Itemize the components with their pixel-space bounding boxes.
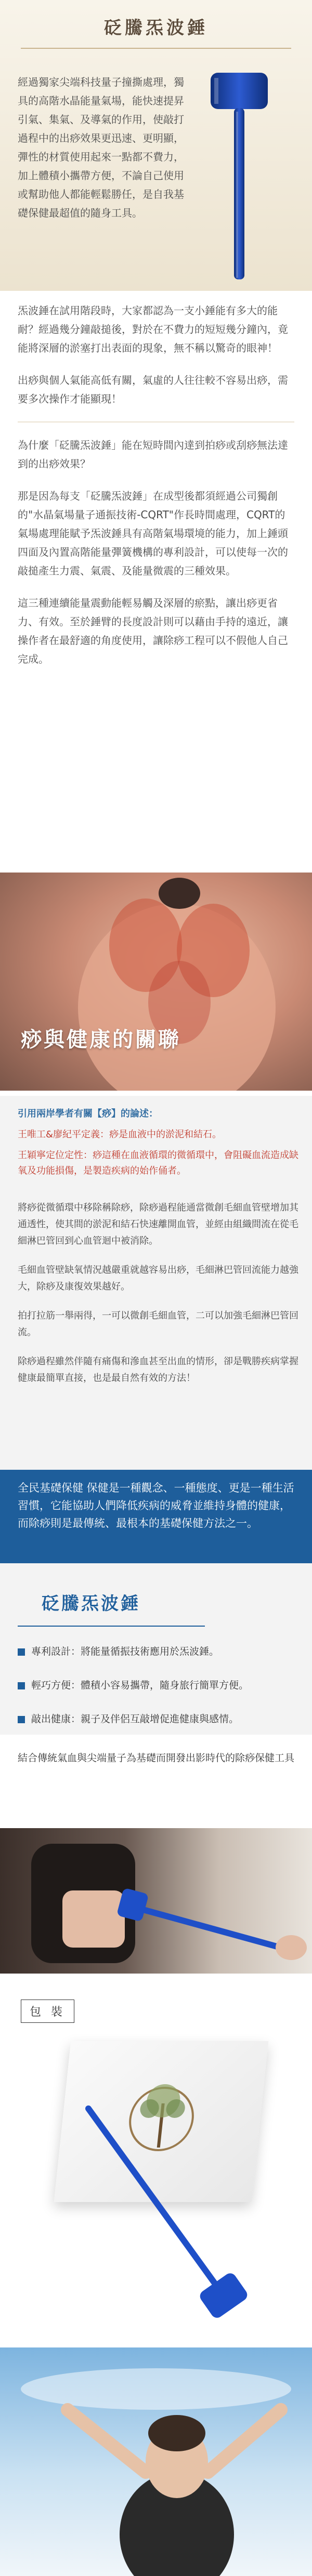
hammer-icon — [182, 68, 296, 286]
back-caption: 痧與健康的關聯 — [21, 1028, 181, 1052]
usage-photo — [0, 1828, 312, 1974]
lifestyle-illustration — [0, 2347, 312, 2576]
quote-line-2: 王穎寧定位定性：痧這種在血液循環的微循環中，會阻礙血流造成缺氧及功能損傷，是製造疾病的始作俑者。 — [18, 1150, 298, 1176]
intro-p5: 那是因為每支「砭騰炁波錘」在成型後都須經過公司獨創的"水晶氣場量子通振技術-CQRT"作長時間處理，CQRT的氣場處理能賦予炁波錘具有高階氣場環境的能力，加上錘頭四面及內置高階能量彈簧機構的專利設計，可以使每一次的敲搥產生力震、氣震、及能量微震的三種效果。 — [18, 490, 288, 577]
package-label: 包 裝 — [21, 2000, 74, 2023]
feature-item: 專利設計：將能量循振技術應用於炁波錘。 — [18, 1644, 298, 1659]
product-note: 結合傳統氣血與尖端量子為基礎而開發出影時代的除痧保健工具 — [18, 1752, 295, 1764]
quote-p3: 拍打拉筋一舉兩得，一可以微創毛細血管，二可以加強毛細淋巴管回流。 — [18, 1310, 298, 1338]
quote-p2: 毛細血管壁缺氧情況越嚴重就越容易出痧，毛細淋巴管回流能力越強大，除痧及康復效果越好。 — [18, 1265, 298, 1292]
intro-p1: 經過獨家尖端科技量子撞撕處理，獨具的高階水晶能量氣場，能快速提昇引氣、集氣、及導氣的作用，使敲打過程中的出痧效果更迅速、更明顯，彈性的材質使用起來一點都不費力，加上體積小攜帶方便，不論自己使用或幫助他人都能輕鬆勝任，是自我基礎保健最超值的隨身工具。 — [18, 76, 184, 219]
quote-title: 引用兩岸學者有關【痧】的論述： — [18, 1108, 158, 1119]
bullet-square-icon — [18, 1716, 25, 1723]
intro-p6: 這三種連續能量震動能輕易觸及深層的瘀點，讓出痧更省力、有效。至於錘臂的長度設計則可以藉由手持的遠近，讓操作者在最舒適的角度使用，讓除痧工程可以不假他人自己完成。 — [18, 597, 288, 665]
intro-text-2 — [18, 301, 288, 682]
feature-item: 敲出健康：親子及伴侶互敲增促進健康與感情。 — [18, 1711, 298, 1727]
back-photo — [0, 873, 312, 1091]
bullet-square-icon — [18, 1682, 25, 1689]
feature-item: 輕巧方便：體積小容易攜帶，隨身旅行簡單方便。 — [18, 1678, 298, 1693]
quote-section — [0, 1096, 312, 1735]
quote-p4: 除痧過程雖然伴隨有痛傷和滲血甚至出血的情形，卻是戰勝疾病掌握健康最簡單直接，也是最自然有效的方法！ — [18, 1356, 298, 1384]
hero-title: 砭騰炁波錘 — [104, 18, 208, 38]
intro-text — [18, 73, 184, 236]
product-divider — [18, 1626, 205, 1627]
lifestyle-photo — [0, 2347, 312, 2576]
quote-p1: 將痧從微循環中移除稱除痧，除痧過程能通當微創毛細血管壁增加其通透性，使其間的淤泥和結石快速離開血管，並經由組織間流在從毛細淋巴管回到心血管迴中被消除。 — [18, 1202, 298, 1246]
intro-p2: 炁波錘在試用階段時，大家都認為一支小錘能有多大的能耐？經過幾分鐘敲搥後，對於在不費力的短短幾分鐘內，竟能將深層的淤塞打出表面的現象，無不稱以驚奇的眼神！ — [18, 304, 288, 354]
hero-divider — [21, 48, 291, 49]
health-banner — [0, 1470, 312, 1563]
banner-text: 全民基礎保健 保健是一種觀念、一種態度、更是一種生活習慣，它能協助人們降低疾病的威脅並維持身體的健康，而除痧則是最傳統、最根本的基礎保健方法之一。 — [18, 1482, 294, 1530]
back-photo-illustration — [0, 873, 312, 1091]
product-title: 砭騰炁波錘 — [42, 1593, 140, 1614]
quote-line-1: 王唯工&廖紀平定義：痧是血液中的淤泥和結石。 — [18, 1129, 222, 1140]
intro-p4: 為什麼「砭騰炁波錘」能在短時間內達到拍痧或刮痧無法達到的出痧效果？ — [18, 439, 288, 470]
intro-p3: 出痧與個人氣能高低有關，氣虛的人往往較不容易出痧，需要多次操作才能顯現！ — [18, 374, 288, 405]
usage-illustration — [0, 1828, 312, 1974]
bullet-square-icon — [18, 1648, 25, 1656]
hammer-icon — [68, 2098, 255, 2327]
quote-body — [18, 1200, 298, 1399]
